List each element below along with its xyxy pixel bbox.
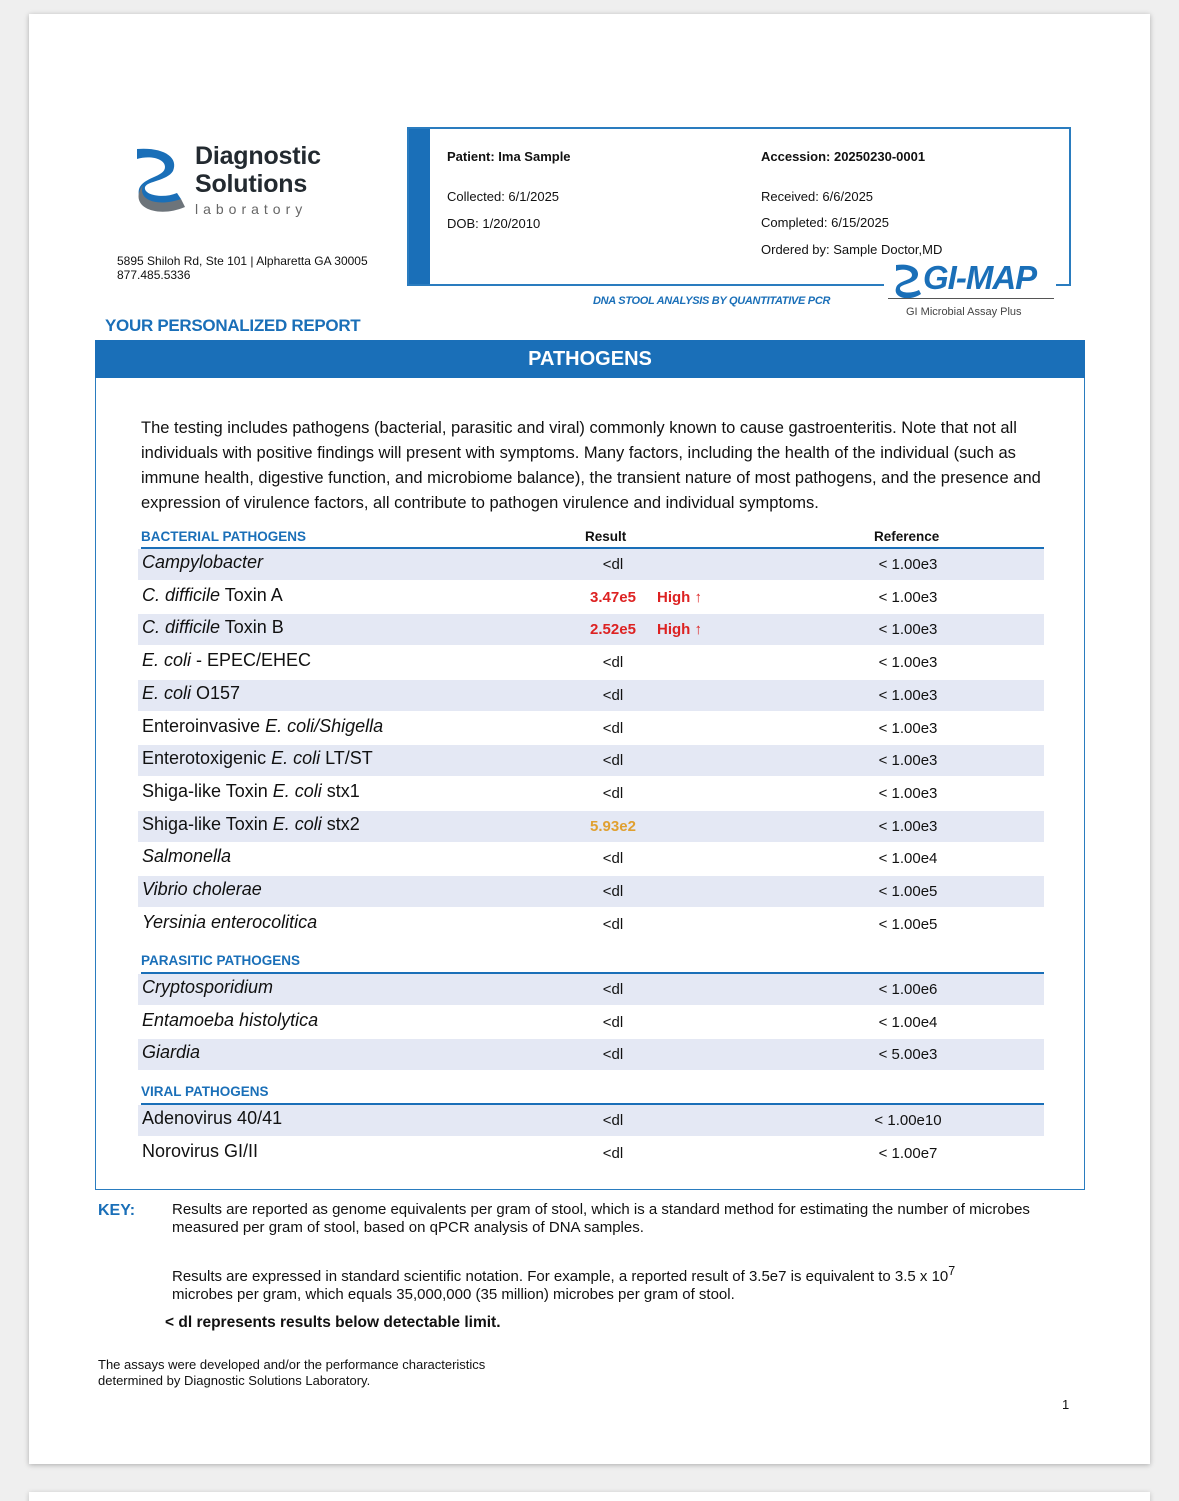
page-number: 1 <box>1062 1397 1070 1412</box>
pathogen-name-text: LT/ST <box>320 748 373 769</box>
viral-section-title: VIRAL PATHOGENS <box>141 1084 269 1099</box>
pathogen-name-italic: Campylobacter <box>142 552 264 572</box>
pathogen-name <box>142 683 240 704</box>
pathogen-name-text: Norovirus GI/II <box>142 1140 259 1161</box>
result-value: <dl <box>602 915 624 933</box>
pathogen-name-text: Shiga-like Toxin <box>142 780 273 801</box>
result-value: <dl <box>602 850 624 868</box>
reference-range: < 1.00e4 <box>878 1013 938 1031</box>
pathogen-name <box>142 748 373 769</box>
table-row <box>138 713 1044 744</box>
pathogen-name-italic: E. coli/Shigella <box>265 715 384 736</box>
result-column-header: Result <box>585 529 627 544</box>
reference-column-header: Reference <box>874 529 940 544</box>
lab-phone: 877.485.5336 <box>117 268 191 282</box>
reference-range: < 1.00e3 <box>878 784 938 802</box>
pathogen-name-italic: Vibrio cholerae <box>142 879 262 899</box>
table-row <box>138 811 1044 842</box>
table-row <box>138 1039 1044 1070</box>
pathogen-name-text: O157 <box>191 682 241 703</box>
table-row <box>138 614 1044 645</box>
dl-note: < dl represents results below detectable limit. <box>165 1314 501 1331</box>
table-row <box>138 680 1044 711</box>
table-row <box>138 549 1044 580</box>
reference-range: < 1.00e6 <box>878 981 938 998</box>
table-row <box>138 647 1044 678</box>
pathogen-name-text: Shiga-like Toxin <box>142 813 273 834</box>
table-row <box>138 1105 1044 1136</box>
lab-name-line1: Diagnostic <box>195 142 321 170</box>
result-value: <dl <box>602 1013 624 1031</box>
key-paragraph-2-text: Results are expressed in standard scientific notation. For example, a reported result of 3.5e7 is equivalent to 3.5 x 10 <box>172 1268 949 1285</box>
gimap-divider <box>888 298 1054 299</box>
pathogen-name-italic: E. coli <box>272 780 322 801</box>
result-value: 5.93e2 <box>590 817 636 835</box>
reference-range: < 1.00e3 <box>878 621 938 639</box>
result-value: <dl <box>602 883 624 900</box>
result-flag: High ↑ <box>657 621 702 639</box>
table-row <box>138 1138 1044 1169</box>
result-value: <dl <box>602 556 624 573</box>
lab-logo-icon <box>133 145 187 217</box>
section-title: PATHOGENS <box>95 340 1085 378</box>
footer-line-1: The assays were developed and/or the performance characteristics <box>98 1357 486 1372</box>
collected-date: Collected: 6/1/2025 <box>447 189 560 204</box>
key-exponent: 7 <box>948 1264 956 1278</box>
pathogen-name-italic: E. coli <box>142 682 192 703</box>
result-value: <dl <box>602 1046 624 1064</box>
bacterial-section-title: BACTERIAL PATHOGENS <box>141 529 307 544</box>
key-paragraph-2-cont: microbes per gram, which equals 35,000,000 (35 million) microbes per gram of stool. <box>172 1286 735 1303</box>
patient-box-accent-bar <box>409 129 430 284</box>
pathogen-name-italic: C. difficile <box>142 584 221 605</box>
result-value: <dl <box>602 1112 624 1129</box>
pathogen-name <box>142 781 360 802</box>
result-value: <dl <box>602 1144 624 1162</box>
pathogen-name-text: - EPEC/EHEC <box>191 650 312 671</box>
key-paragraph-2 <box>172 1262 1052 1304</box>
pathogen-name <box>142 552 263 573</box>
lab-name <box>195 142 321 198</box>
pathogen-name <box>142 1141 258 1162</box>
pathogen-name <box>142 1042 200 1063</box>
pathogen-name <box>142 846 231 867</box>
reference-range: < 1.00e3 <box>878 719 938 737</box>
table-row <box>138 1007 1044 1038</box>
footer-line-2: determined by Diagnostic Solutions Laboratory. <box>98 1373 371 1388</box>
footer-note <box>98 1357 485 1389</box>
pathogen-name-italic: E. coli <box>142 650 192 671</box>
next-page-edge <box>29 1492 1150 1501</box>
gimap-subtitle: GI Microbial Assay Plus <box>906 306 1022 318</box>
result-value: <dl <box>602 752 624 770</box>
result-value: <dl <box>602 981 624 998</box>
intro-paragraph: The testing includes pathogens (bacterial, parasitic and viral) commonly known to cause gastroenteritis. Note that not all individuals with positive findings will present with symptoms. Many factors, including the health of the individual (such as immune health, digestive function, and microbiome balance), the transient nature of most pathogens, and the presence and expression of virulence factors, all contribute to pathogen virulence and individual symptoms. <box>141 419 1041 512</box>
pathogen-name <box>142 1010 318 1031</box>
pathogen-name <box>142 585 283 606</box>
pathogen-name-italic: Yersinia enterocolitica <box>142 911 318 932</box>
pathogen-name-italic: Entamoeba histolytica <box>142 1009 319 1030</box>
table-row <box>138 745 1044 776</box>
gimap-logo-text: GI-MAP <box>923 259 1037 296</box>
assay-tagline: DNA STOOL ANALYSIS BY QUANTITATIVE PCR <box>593 295 831 307</box>
result-value: <dl <box>602 686 624 704</box>
accession: Accession: 20250230-0001 <box>761 149 926 164</box>
reference-range: < 1.00e3 <box>878 817 938 835</box>
result-value: 2.52e5 <box>590 621 636 639</box>
pathogen-name-text: stx1 <box>321 780 360 801</box>
received-date: Received: 6/6/2025 <box>761 189 874 204</box>
table-row <box>138 909 1044 940</box>
result-value: <dl <box>602 784 624 802</box>
table-row <box>138 974 1044 1005</box>
lab-name-sub: laboratory <box>195 201 308 217</box>
pathogen-name-text: Enteroinvasive <box>142 715 266 736</box>
pathogen-name-italic: Cryptosporidium <box>142 977 274 997</box>
key-paragraph-1: Results are reported as genome equivalents per gram of stool, which is a standard method for estimating the number of microbes measured per gram of stool, based on qPCR analysis of DNA samples. <box>172 1201 1030 1236</box>
result-value: 3.47e5 <box>590 588 636 606</box>
pathogen-name <box>142 814 360 835</box>
pathogen-name-text: Enterotoxigenic <box>142 748 272 769</box>
result-flag: High ↑ <box>657 588 702 606</box>
lab-address <box>117 254 368 282</box>
lab-address-line: 5895 Shiloh Rd, Ste 101 | Alpharetta GA 30005 <box>117 254 368 268</box>
reference-range: < 1.00e3 <box>878 588 938 606</box>
reference-range: < 1.00e3 <box>878 654 938 672</box>
pathogen-name <box>142 912 317 933</box>
dob: DOB: 1/20/2010 <box>447 216 541 231</box>
pathogen-name <box>142 650 311 671</box>
pathogen-name-text: stx2 <box>321 813 360 834</box>
reference-range: < 5.00e3 <box>878 1046 938 1064</box>
reference-range: < 1.00e7 <box>878 1144 938 1162</box>
gimap-logo-icon <box>893 262 923 298</box>
pathogen-name-italic: C. difficile <box>142 617 221 638</box>
reference-range: < 1.00e3 <box>878 556 938 573</box>
reference-range: < 1.00e4 <box>878 850 938 868</box>
report-title: YOUR PERSONALIZED REPORT <box>105 316 361 335</box>
pathogen-name-text: Toxin A <box>220 584 283 605</box>
reference-range: < 1.00e5 <box>878 915 938 933</box>
key-label: KEY: <box>98 1202 136 1219</box>
patient-name: Patient: Ima Sample <box>447 149 571 164</box>
pathogen-name-text: Toxin B <box>220 617 284 638</box>
lab-name-line2: Solutions <box>195 170 308 198</box>
table-row <box>138 876 1044 907</box>
reference-range: < 1.00e3 <box>878 686 938 704</box>
reference-range: < 1.00e10 <box>874 1112 942 1129</box>
reference-range: < 1.00e3 <box>878 752 938 770</box>
table-row <box>138 582 1044 613</box>
pathogen-name-text: Adenovirus 40/41 <box>142 1108 283 1128</box>
pathogen-name-italic: E. coli <box>272 813 322 834</box>
pathogen-name <box>142 1108 282 1129</box>
pathogen-name <box>142 617 284 638</box>
pathogen-name <box>142 879 262 900</box>
table-row <box>138 778 1044 809</box>
pathogen-name-italic: E. coli <box>271 748 321 769</box>
table-row <box>138 843 1044 874</box>
pathogen-name-italic: Salmonella <box>142 846 232 867</box>
result-value: <dl <box>602 719 624 737</box>
pathogen-name <box>142 977 273 998</box>
ordered-by: Ordered by: Sample Doctor,MD <box>761 242 943 257</box>
parasitic-section-title: PARASITIC PATHOGENS <box>141 953 301 968</box>
pathogen-name <box>142 716 383 737</box>
pathogen-name-italic: Giardia <box>142 1042 201 1063</box>
result-value: <dl <box>602 654 624 672</box>
completed-date: Completed: 6/15/2025 <box>761 215 889 230</box>
reference-range: < 1.00e5 <box>878 883 938 900</box>
